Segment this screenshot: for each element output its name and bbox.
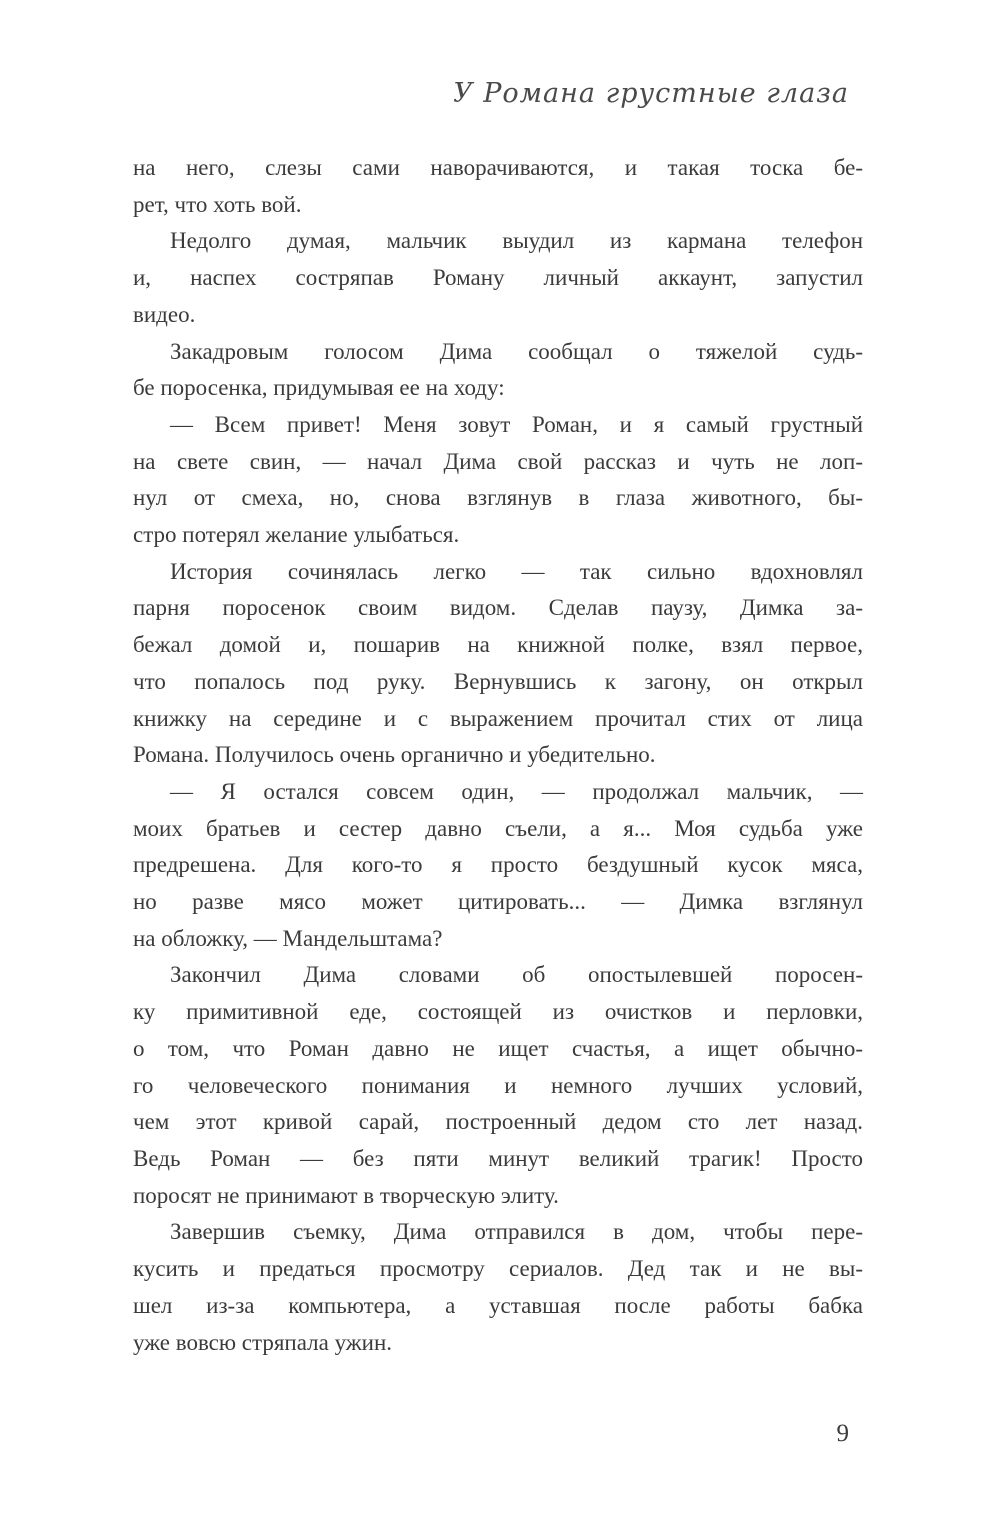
paragraph xyxy=(133,223,863,333)
text-line: — Всем привет! Меня зовут Роман, и я самый грустный xyxy=(170,411,863,437)
text-line: ку примитивной еде, состоящей из очистков и перловки, xyxy=(133,999,863,1025)
text-line: Закончил Дима словами об опостылевшей поросен- xyxy=(170,962,863,988)
text-line: История сочинялась легко — так сильно вдохновлял xyxy=(170,558,863,584)
text-line: стро потерял желание улыбаться. xyxy=(133,522,460,548)
running-header: У Романа грустные глаза xyxy=(453,78,849,109)
text-line: на него, слезы сами наворачиваются, и такая тоска бе- xyxy=(133,155,863,180)
paragraph xyxy=(133,334,863,407)
text-line: видео. xyxy=(133,301,196,327)
paragraph xyxy=(133,554,863,774)
text-line: Завершив съемку, Дима отправился в дом, чтобы пере- xyxy=(170,1219,863,1245)
text-line: Романа. Получилось очень органично и убедительно. xyxy=(133,742,656,768)
text-line: книжку на середине и с выражением прочитал стих от лица xyxy=(133,705,863,731)
paragraph xyxy=(133,150,863,223)
text-line: Недолго думая, мальчик выудил из кармана телефон xyxy=(170,228,863,254)
paragraph xyxy=(133,774,863,958)
text-line: нул от смеха, но, снова взглянув в глаза животного, бы- xyxy=(133,485,863,511)
text-line: предрешена. Для кого-то я просто бездушный кусок мяса, xyxy=(133,852,863,878)
text-line: бежал домой и, пошарив на книжной полке, взял первое, xyxy=(133,632,863,658)
text-line: — Я остался совсем один, — продолжал мальчик, — xyxy=(170,778,863,804)
text-line: чем этот кривой сарай, построенный дедом сто лет назад. xyxy=(133,1109,863,1135)
text-line: бе поросенка, придумывая ее на ходу: xyxy=(133,375,505,401)
page-number: 9 xyxy=(836,1420,849,1447)
paragraph xyxy=(133,957,863,1214)
text-line: парня поросенок своим видом. Сделав паузу, Димка за- xyxy=(133,595,863,621)
text-line: кусить и предаться просмотру сериалов. Дед так и не вы- xyxy=(133,1256,863,1282)
text-line: на свете свин, — начал Дима свой рассказ и чуть не лоп- xyxy=(133,448,863,474)
text-line: поросят не принимают в творческую элиту. xyxy=(133,1182,559,1208)
text-line: уже вовсю стряпала ужин. xyxy=(133,1329,393,1355)
text-block xyxy=(133,150,863,1361)
text-line: о том, что Роман давно не ищет счастья, а ищет обычно- xyxy=(133,1035,863,1061)
text-line: Ведь Роман — без пяти минут великий трагик! Просто xyxy=(133,1145,863,1171)
paragraph xyxy=(133,1214,863,1361)
text-line: на обложку, — Мандельштама? xyxy=(133,925,443,951)
text-line: го человеческого понимания и немного лучших условий, xyxy=(133,1072,863,1098)
text-line: но разве мясо может цитировать... — Димка взглянул xyxy=(133,889,863,915)
text-line: что попалось под руку. Вернувшись к загону, он открыл xyxy=(133,668,863,694)
text-line: и, наспех состряпав Роману личный аккаунт, запустил xyxy=(133,265,863,291)
text-line: шел из-за компьютера, а уставшая после работы бабка xyxy=(133,1292,863,1318)
text-line: Закадровым голосом Дима сообщал о тяжелой судь- xyxy=(170,338,863,364)
paragraph xyxy=(133,407,863,554)
text-line: моих братьев и сестер давно съели, а я... Моя судьба уже xyxy=(133,815,863,841)
text-line: рет, что хоть вой. xyxy=(133,191,302,217)
